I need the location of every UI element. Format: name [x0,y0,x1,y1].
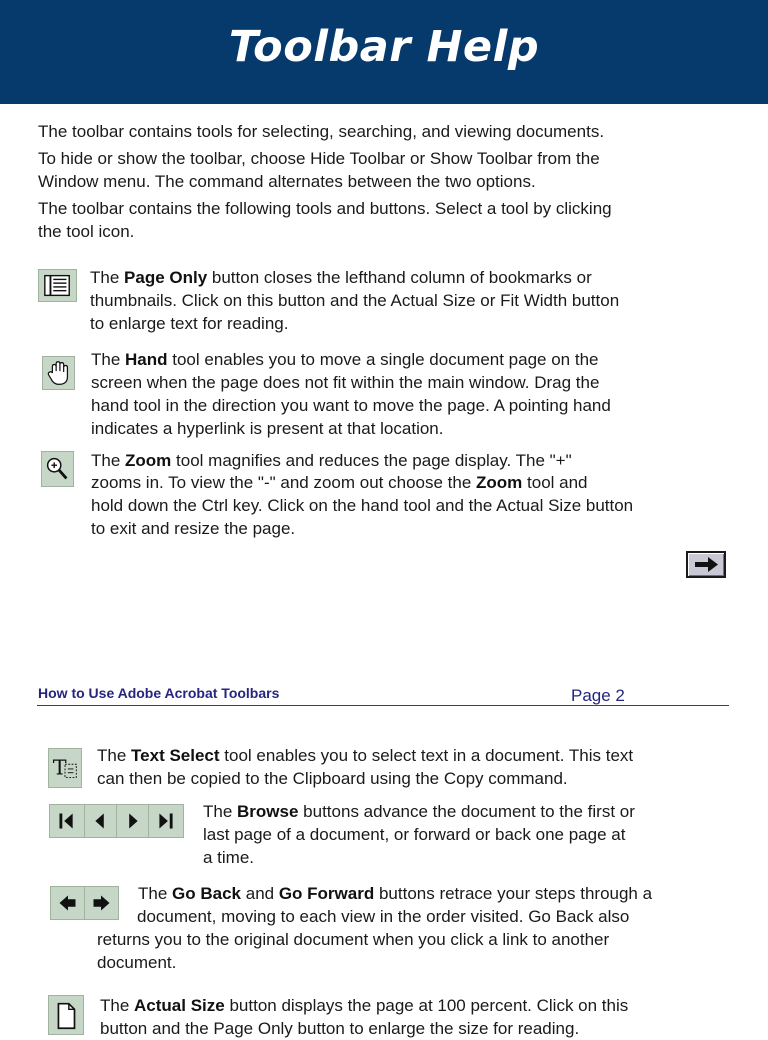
page-title: Toolbar Help [228,22,540,72]
page-only-description: thumbnails. Click on this button and the Actual Size or Fit Width button [90,291,620,310]
go-back-icon[interactable] [50,886,85,920]
intro-line: The toolbar contains the following tools and buttons. Select a tool by clicking [38,199,612,218]
text-run: The [203,802,238,821]
tool-name: Browse [237,802,299,821]
last-page-icon[interactable] [148,804,184,838]
browse-description: last page of a document, or forward or back one page at [203,825,626,844]
text-select-description [97,744,633,767]
text-run: and [241,884,279,903]
first-page-icon[interactable] [49,804,85,838]
text-select-description: can then be copied to the Clipboard using the Copy command. [97,769,568,788]
hand-description: hand tool in the direction you want to move the page. A pointing hand [91,396,611,415]
text-run: tool enables you to move a single document page on the [167,350,599,369]
text-run: zooms in. To view the "-" and zoom out choose the [91,473,477,492]
tool-name: Go Back [172,884,242,903]
go-back-description [138,882,652,905]
zoom-icon[interactable] [41,451,74,487]
zoom-description [91,471,588,494]
text-run: The [91,350,126,369]
text-run: The [97,746,132,765]
zoom-description [91,449,572,472]
tool-name: Zoom [476,473,523,492]
text-run: tool and [522,473,588,492]
page-only-icon[interactable] [38,269,77,302]
header-banner [0,0,768,104]
tool-name: Actual Size [134,996,225,1015]
tool-name: Page Only [124,268,208,287]
text-run: buttons retrace your steps through a [374,884,653,903]
intro-line: Window menu. The command alternates between the two options. [38,172,536,191]
actual-size-icon[interactable] [48,995,84,1035]
zoom-description: hold down the Ctrl key. Click on the hand tool and the Actual Size button [91,496,634,515]
text-run: The [100,996,135,1015]
go-back-description: returns you to the original document when you click a link to another [97,930,610,949]
tool-name: Go Forward [278,884,375,903]
go-back-description: document, moving to each view in the order visited. Go Back also [137,907,630,926]
tool-name: Zoom [125,451,172,470]
text-run: button displays the page at 100 percent. Click on this [224,996,629,1015]
text-run: The [90,268,125,287]
go-back-description: document. [97,953,177,972]
hand-icon[interactable] [42,356,75,390]
intro-line: To hide or show the toolbar, choose Hide Toolbar or Show Toolbar from the [38,149,600,168]
intro-line: the tool icon. [38,222,135,241]
next-page-button[interactable] [686,551,726,578]
browse-description [203,800,635,823]
page-number: Page 2 [571,686,625,705]
hand-description [91,348,599,371]
tool-name: Hand [125,350,168,369]
browse-description: a time. [203,848,255,867]
go-forward-icon[interactable] [84,886,119,920]
arrow-right-icon [688,553,724,576]
text-run: The [138,884,173,903]
next-page-icon[interactable] [116,804,149,838]
hand-description: indicates a hyperlink is present at that location. [91,419,444,438]
svg-text:T: T [52,755,67,780]
previous-page-icon[interactable] [84,804,117,838]
page-only-description [90,266,592,289]
page-only-description: to enlarge text for reading. [90,314,289,333]
actual-size-description: button and the Page Only button to enlarge the size for reading. [100,1019,580,1038]
text-run: tool enables you to select text in a document. This text [219,746,634,765]
intro-line: The toolbar contains tools for selecting, searching, and viewing documents. [38,122,605,141]
text-run: tool magnifies and reduces the page display. The "+" [171,451,572,470]
actual-size-description [100,994,628,1017]
zoom-description: to exit and resize the page. [91,519,296,538]
tool-name: Text Select [131,746,220,765]
text-select-icon[interactable] [48,748,82,788]
text-run: The [91,451,126,470]
text-run: buttons advance the document to the first or [298,802,635,821]
text-run: button closes the lefthand column of bookmarks or [207,268,592,287]
hand-description: screen when the page does not fit within the main window. Drag the [91,373,600,392]
divider [37,705,729,706]
document-title: How to Use Adobe Acrobat Toolbars [38,685,280,701]
